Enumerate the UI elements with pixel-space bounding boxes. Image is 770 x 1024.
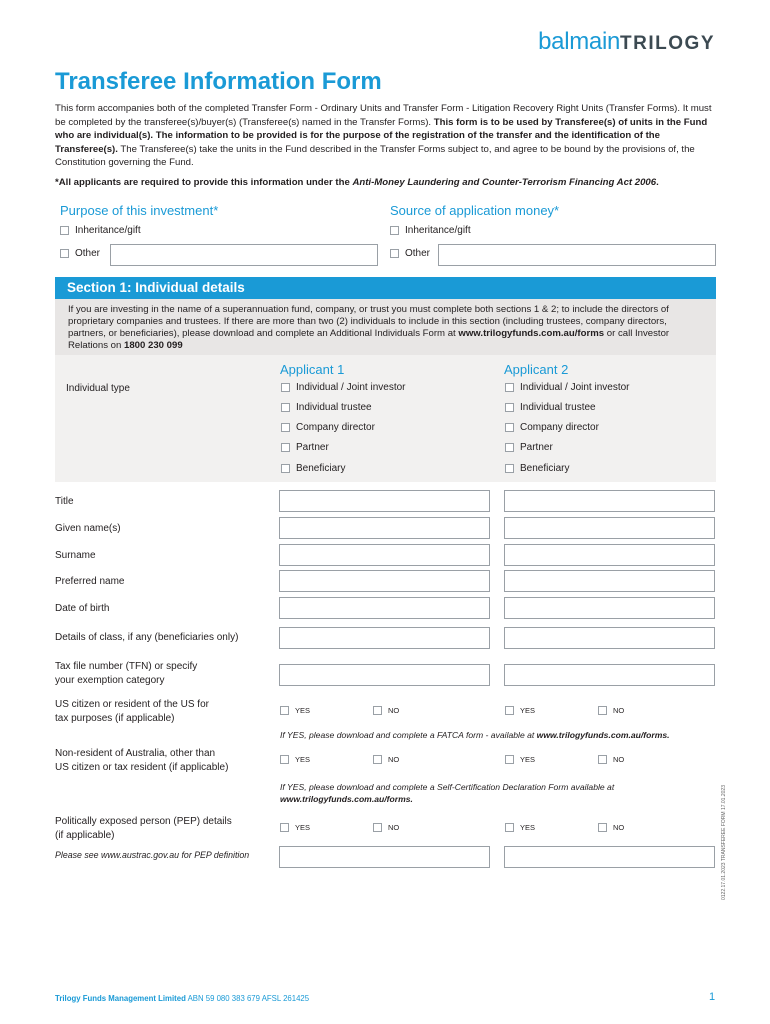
- checkbox[interactable]: [390, 249, 399, 258]
- yes-label: YES: [520, 823, 536, 832]
- self-cert-note: [280, 782, 614, 805]
- checkbox[interactable]: [281, 464, 290, 473]
- page-title: Transferee Information Form: [55, 68, 382, 95]
- tfn-label-line1: Tax file number (TFN) or specify: [55, 661, 198, 672]
- section-intro-text: If you are investing in the name of a superannuation fund, company, or trust you must complete both sections 1 & 2; to include the directors of proprietary companies and trustees. If there are more than two (2) individuals to include in this section (including trustees, company directors, partners, or beneficiaries), please download and complete an Additional Individuals Form at: [68, 304, 669, 339]
- source-other-input[interactable]: [438, 244, 716, 266]
- checkbox[interactable]: [505, 755, 514, 764]
- source-option-inheritance[interactable]: [390, 225, 471, 236]
- a1-type-individual-trustee[interactable]: [281, 402, 372, 413]
- source-option-other[interactable]: [390, 248, 430, 259]
- yes-label: YES: [295, 706, 311, 715]
- intro-text-3: The Transferee(s) take the units in the Fund described in the Transfer Forms subject to, and agree to be bound by the provisions of, the Constitution governing the Fund.: [55, 143, 695, 169]
- a1-given-names-input[interactable]: [279, 517, 490, 539]
- a1-preferred-name-input[interactable]: [279, 570, 490, 592]
- a2-nonres-yes[interactable]: [505, 755, 535, 764]
- self-cert-note-text: If YES, please download and complete a Self-Certification Declaration Form available at: [280, 782, 615, 792]
- dob-label: Date of birth: [55, 603, 110, 614]
- a2-dob-input[interactable]: [504, 597, 715, 619]
- a2-pep-details-input[interactable]: [504, 846, 715, 868]
- a2-class-details-input[interactable]: [504, 627, 715, 649]
- checkbox[interactable]: [505, 403, 514, 412]
- tfn-label-line2: your exemption category: [55, 674, 165, 686]
- yes-label: YES: [520, 706, 536, 715]
- a1-us-yes[interactable]: [280, 706, 310, 715]
- checkbox[interactable]: [280, 755, 289, 764]
- a1-nonres-yes[interactable]: [280, 755, 310, 764]
- pep-label-line1: Politically exposed person (PEP) details: [55, 816, 232, 827]
- fatca-link[interactable]: www.trilogyfunds.com.au/forms.: [536, 730, 670, 740]
- checkbox[interactable]: [281, 383, 290, 392]
- checkbox[interactable]: [60, 226, 69, 235]
- footer-company-name: Trilogy Funds Management Limited: [55, 994, 186, 1003]
- given-names-label: Given name(s): [55, 523, 121, 534]
- source-heading: Source of application money*: [390, 203, 560, 218]
- brand-logo: [538, 28, 715, 56]
- checkbox[interactable]: [390, 226, 399, 235]
- option-label: Partner: [520, 442, 553, 453]
- checkbox[interactable]: [598, 706, 607, 715]
- pep-definition-note: Please see www.austrac.gov.au for PEP definition: [55, 850, 250, 860]
- phone-number: 1800 230 099: [124, 340, 183, 351]
- a1-type-individual-joint[interactable]: [281, 382, 406, 393]
- a2-type-beneficiary[interactable]: [505, 463, 569, 474]
- checkbox[interactable]: [281, 403, 290, 412]
- no-label: NO: [613, 706, 625, 715]
- a2-type-partner[interactable]: [505, 442, 553, 453]
- checkbox[interactable]: [373, 823, 382, 832]
- a1-us-no[interactable]: [373, 706, 399, 715]
- surname-label: Surname: [55, 550, 96, 561]
- checkbox[interactable]: [505, 423, 514, 432]
- yes-label: YES: [295, 755, 311, 764]
- intro-paragraph: [55, 102, 715, 170]
- a1-pep-no[interactable]: [373, 823, 399, 832]
- purpose-option-other[interactable]: [60, 248, 100, 259]
- a2-title-input[interactable]: [504, 490, 715, 512]
- checkbox[interactable]: [280, 823, 289, 832]
- option-label: Partner: [296, 442, 329, 453]
- a1-pep-details-input[interactable]: [279, 846, 490, 868]
- a2-type-individual-trustee[interactable]: [505, 402, 596, 413]
- checkbox[interactable]: [598, 823, 607, 832]
- a2-type-company-director[interactable]: [505, 422, 599, 433]
- nonres-label-line2: US citizen or tax resident (if applicable): [55, 761, 229, 773]
- a1-class-details-input[interactable]: [279, 627, 490, 649]
- logo-part-trilogy: TRILOGY: [620, 33, 715, 54]
- a1-type-partner[interactable]: [281, 442, 329, 453]
- a2-pep-yes[interactable]: [505, 823, 535, 832]
- option-label: Individual / Joint investor: [520, 382, 630, 393]
- section-1-intro: [55, 299, 716, 355]
- checkbox[interactable]: [281, 443, 290, 452]
- checkbox[interactable]: [505, 383, 514, 392]
- a2-type-individual-joint[interactable]: [505, 382, 630, 393]
- option-label: Other: [75, 248, 101, 259]
- logo-part-balmain: balmain: [538, 28, 621, 55]
- option-label: Beneficiary: [520, 463, 570, 474]
- aml-prefix: *All applicants are required to provide this information under the: [55, 177, 353, 188]
- option-label: Individual trustee: [296, 402, 372, 413]
- forms-link[interactable]: www.trilogyfunds.com.au/forms: [458, 328, 605, 339]
- yes-label: YES: [295, 823, 311, 832]
- option-label: Other: [405, 248, 431, 259]
- a2-nonres-no[interactable]: [598, 755, 624, 764]
- section-intro-mid: or call Investor Relations on: [68, 328, 670, 351]
- option-label: Company director: [296, 422, 375, 433]
- checkbox[interactable]: [60, 249, 69, 258]
- a2-us-no[interactable]: [598, 706, 624, 715]
- self-cert-link[interactable]: www.trilogyfunds.com.au/forms.: [280, 793, 413, 804]
- a2-tfn-input[interactable]: [504, 664, 715, 686]
- a1-type-beneficiary[interactable]: [281, 463, 345, 474]
- purpose-heading: Purpose of this investment*: [60, 203, 219, 218]
- fatca-note-text: If YES, please download and complete a FATCA form - available at: [280, 730, 537, 740]
- a2-pep-no[interactable]: [598, 823, 624, 832]
- intro-text-bold: This form is to be used by Transferee(s) of units in the Fund who are individual(s). The information to be provided is for the purpose of the registration of the transfer and the identification of the Transferee(s).: [55, 116, 708, 155]
- no-label: NO: [388, 823, 400, 832]
- class-details-label: Details of class, if any (beneficiaries only): [55, 632, 239, 643]
- option-label: Individual / Joint investor: [296, 382, 406, 393]
- individual-type-panel: [55, 355, 716, 482]
- option-label: Beneficiary: [296, 463, 346, 474]
- document-code: 0122.17.01.2023 TRANSFEREE FORM 17.01.2023: [721, 785, 727, 900]
- no-label: NO: [613, 755, 625, 764]
- a2-preferred-name-input[interactable]: [504, 570, 715, 592]
- checkbox[interactable]: [505, 443, 514, 452]
- fatca-note: [280, 730, 670, 742]
- a2-us-yes[interactable]: [505, 706, 535, 715]
- a2-surname-input[interactable]: [504, 544, 715, 566]
- title-label: Title: [55, 496, 74, 507]
- no-label: NO: [388, 755, 400, 764]
- a1-dob-input[interactable]: [279, 597, 490, 619]
- a1-nonres-no[interactable]: [373, 755, 399, 764]
- checkbox[interactable]: [373, 706, 382, 715]
- checkbox[interactable]: [598, 755, 607, 764]
- purpose-option-inheritance[interactable]: [60, 225, 141, 236]
- aml-notice: [55, 177, 725, 188]
- section-1-header: Section 1: Individual details: [55, 277, 716, 299]
- option-label: Company director: [520, 422, 599, 433]
- intro-text-1: This form accompanies both of the completed Transfer Form - Ordinary Units and Transfer Form - Litigation Recovery Right Units (Transfer Forms). It must be completed by the transferee(s)/buyer(s) (Transferee(s) named in the Transfer Forms).: [55, 103, 712, 128]
- checkbox[interactable]: [373, 755, 382, 764]
- a1-surname-input[interactable]: [279, 544, 490, 566]
- a1-pep-yes[interactable]: [280, 823, 310, 832]
- aml-suffix: .: [656, 177, 659, 188]
- a1-tfn-input[interactable]: [279, 664, 490, 686]
- checkbox[interactable]: [281, 423, 290, 432]
- aml-act-name: Anti-Money Laundering and Counter-Terrorism Financing Act 2006: [352, 177, 657, 188]
- option-label: Inheritance/gift: [75, 225, 141, 236]
- pep-label-line2: (if applicable): [55, 829, 115, 841]
- tfn-label: [55, 660, 197, 687]
- footer-details: ABN 59 080 383 679 AFSL 261425: [185, 994, 310, 1003]
- checkbox[interactable]: [505, 706, 514, 715]
- yes-label: YES: [520, 755, 536, 764]
- page-number: 1: [709, 991, 716, 1003]
- preferred-name-label: Preferred name: [55, 576, 125, 587]
- a1-title-input[interactable]: [279, 490, 490, 512]
- pep-label: [55, 815, 232, 842]
- applicant-1-heading: Applicant 1: [280, 362, 345, 377]
- a1-type-company-director[interactable]: [281, 422, 375, 433]
- applicant-2-heading: Applicant 2: [504, 362, 569, 377]
- option-label: Inheritance/gift: [405, 225, 471, 236]
- purpose-other-input[interactable]: [110, 244, 378, 266]
- no-label: NO: [388, 706, 400, 715]
- us-label-line1: US citizen or resident of the US for: [55, 699, 209, 710]
- option-label: Individual trustee: [520, 402, 596, 413]
- checkbox[interactable]: [505, 823, 514, 832]
- us-citizen-label: [55, 698, 209, 725]
- individual-type-label: Individual type: [66, 383, 130, 394]
- non-resident-label: [55, 747, 228, 774]
- us-label-line2: tax purposes (if applicable): [55, 712, 175, 724]
- a2-given-names-input[interactable]: [504, 517, 715, 539]
- nonres-label-line1: Non-resident of Australia, other than: [55, 748, 216, 759]
- checkbox[interactable]: [505, 464, 514, 473]
- checkbox[interactable]: [280, 706, 289, 715]
- footer-company: [55, 994, 309, 1003]
- no-label: NO: [613, 823, 625, 832]
